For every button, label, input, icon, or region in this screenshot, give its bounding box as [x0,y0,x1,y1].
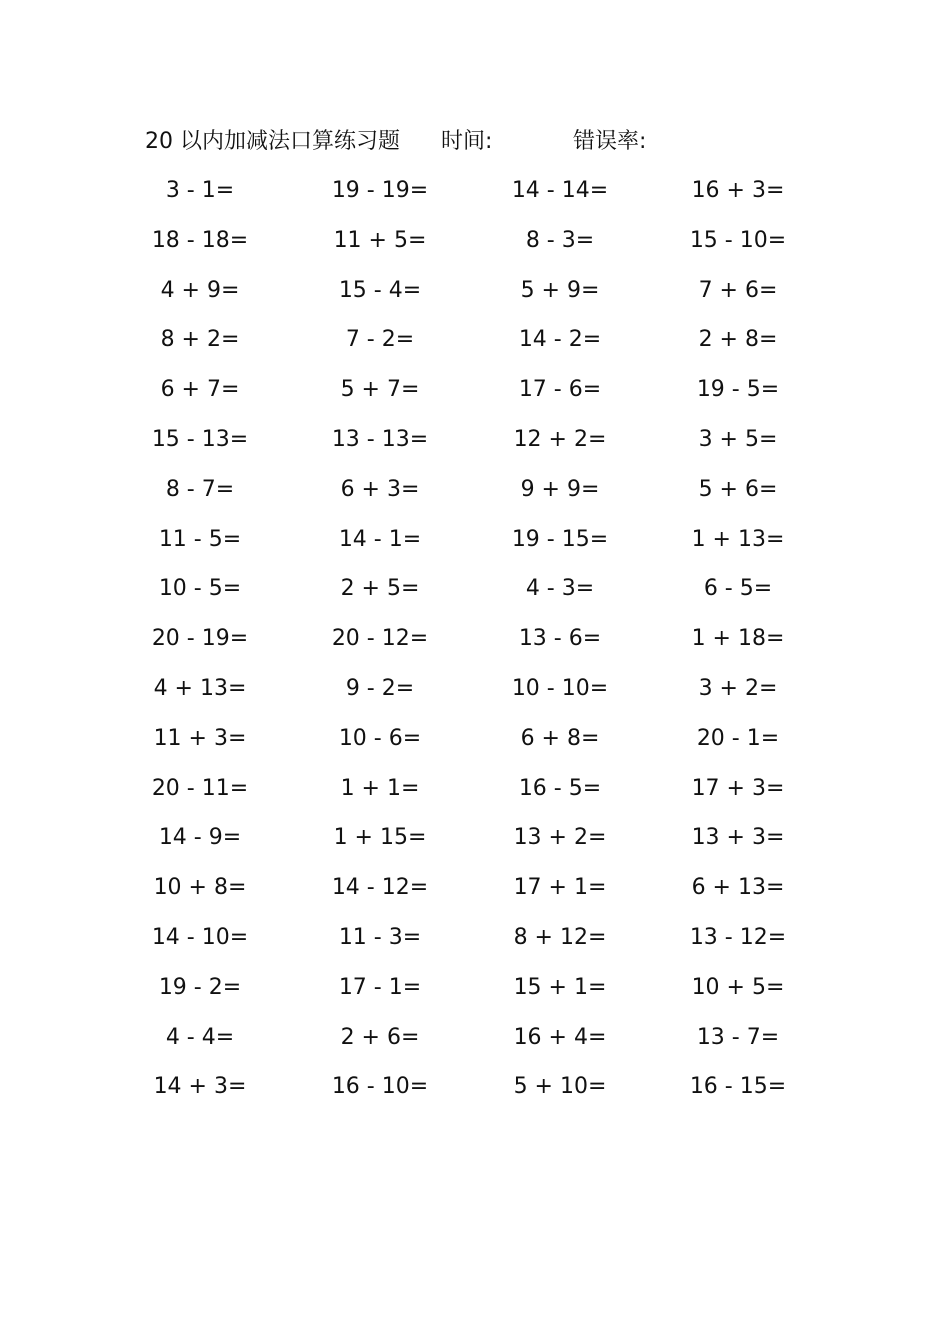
problem-grid [120,166,840,1112]
problem-item: 16 - 5= [518,775,602,801]
problem-item: 9 - 2= [345,675,415,701]
problem-item: 18 - 18= [151,227,249,253]
problem-row [120,963,840,1013]
problem-item: 8 - 7= [165,476,235,502]
problem-item: 5 + 7= [340,377,420,403]
problem-item: 14 - 10= [151,924,249,950]
problem-item: 14 - 9= [158,825,242,851]
problem-item: 6 - 5= [703,576,773,602]
problem-row [120,365,840,415]
problem-item: 6 + 3= [340,476,420,502]
problem-item: 15 - 10= [689,227,787,253]
problem-item: 13 + 2= [513,825,607,851]
problem-item: 14 - 12= [331,875,429,901]
problem-item: 10 + 5= [691,974,785,1000]
problem-item: 16 + 4= [513,1024,607,1050]
problem-item: 11 + 3= [153,725,247,751]
problem-item: 4 - 4= [165,1024,235,1050]
problem-item: 3 - 1= [165,178,235,203]
problem-item: 3 + 2= [698,675,778,701]
problem-item: 19 - 5= [696,377,780,403]
problem-item: 2 + 5= [340,576,420,602]
problem-item: 17 + 3= [691,775,785,801]
problem-item: 12 + 2= [513,426,607,452]
problem-item: 19 - 2= [158,974,242,1000]
problem-item: 11 - 3= [338,924,422,950]
problem-row [120,913,840,963]
problem-item: 2 + 8= [698,327,778,353]
problem-row [120,166,840,216]
problem-item: 20 - 19= [151,626,249,652]
problem-item: 7 + 6= [698,277,778,303]
problem-item: 1 + 13= [691,526,785,552]
problem-item: 15 + 1= [513,974,607,1000]
problem-item: 20 - 1= [696,725,780,751]
problem-row [120,216,840,266]
time-label: 时间: [441,129,493,154]
problem-item: 13 - 12= [689,924,787,950]
problem-item: 11 - 5= [158,526,242,552]
problem-row [120,564,840,614]
problem-item: 1 + 18= [691,626,785,652]
problem-item: 5 + 9= [520,277,600,303]
problem-item: 4 + 13= [153,675,247,701]
problem-item: 2 + 6= [340,1024,420,1050]
problem-row [120,764,840,814]
worksheet-title: 20 以内加减法口算练习题 [145,129,400,154]
problem-item: 4 - 3= [525,576,595,602]
problem-item: 20 - 12= [331,626,429,652]
problem-item: 17 - 6= [518,377,602,403]
problem-item: 10 + 8= [153,875,247,901]
problem-item: 14 + 3= [153,1074,247,1100]
problem-row [120,813,840,863]
error-rate-label: 错误率: [573,129,647,154]
problem-row [120,465,840,515]
problem-item: 8 + 2= [160,327,240,353]
problem-item: 13 - 13= [331,426,429,452]
problem-row [120,614,840,664]
problem-item: 13 + 3= [691,825,785,851]
problem-item: 4 + 9= [160,277,240,303]
problem-row [120,315,840,365]
problem-item: 3 + 5= [698,426,778,452]
problem-row [120,664,840,714]
problem-item: 13 - 6= [518,626,602,652]
problem-item: 6 + 8= [520,725,600,751]
problem-item: 1 + 15= [333,825,427,851]
problem-item: 14 - 2= [518,327,602,353]
problem-item: 9 + 9= [520,476,600,502]
problem-item: 15 - 4= [338,277,422,303]
problem-item: 13 - 7= [696,1024,780,1050]
problem-item: 10 - 10= [511,675,609,701]
problem-item: 14 - 1= [338,526,422,552]
problem-item: 8 + 12= [513,924,607,950]
problem-item: 5 + 10= [513,1074,607,1100]
problem-item: 16 - 15= [689,1074,787,1100]
problem-item: 6 + 7= [160,377,240,403]
problem-item: 19 - 19= [331,178,429,203]
problem-row [120,515,840,565]
problem-item: 5 + 6= [698,476,778,502]
problem-row [120,863,840,913]
problem-item: 16 + 3= [691,178,785,203]
problem-item: 8 - 3= [525,227,595,253]
problem-item: 20 - 11= [151,775,249,801]
problem-item: 10 - 6= [338,725,422,751]
problem-item: 19 - 15= [511,526,609,552]
problem-row [120,1062,840,1112]
problem-item: 6 + 13= [691,875,785,901]
problem-item: 16 - 10= [331,1074,429,1100]
problem-item: 1 + 1= [340,775,420,801]
problem-item: 14 - 14= [511,178,609,203]
problem-item: 17 + 1= [513,875,607,901]
problem-item: 17 - 1= [338,974,422,1000]
problem-item: 11 + 5= [333,227,427,253]
problem-item: 10 - 5= [158,576,242,602]
problem-item: 15 - 13= [151,426,249,452]
problem-row [120,266,840,316]
problem-row [120,1013,840,1063]
problem-row [120,415,840,465]
problem-row [120,714,840,764]
problem-item: 7 - 2= [345,327,415,353]
